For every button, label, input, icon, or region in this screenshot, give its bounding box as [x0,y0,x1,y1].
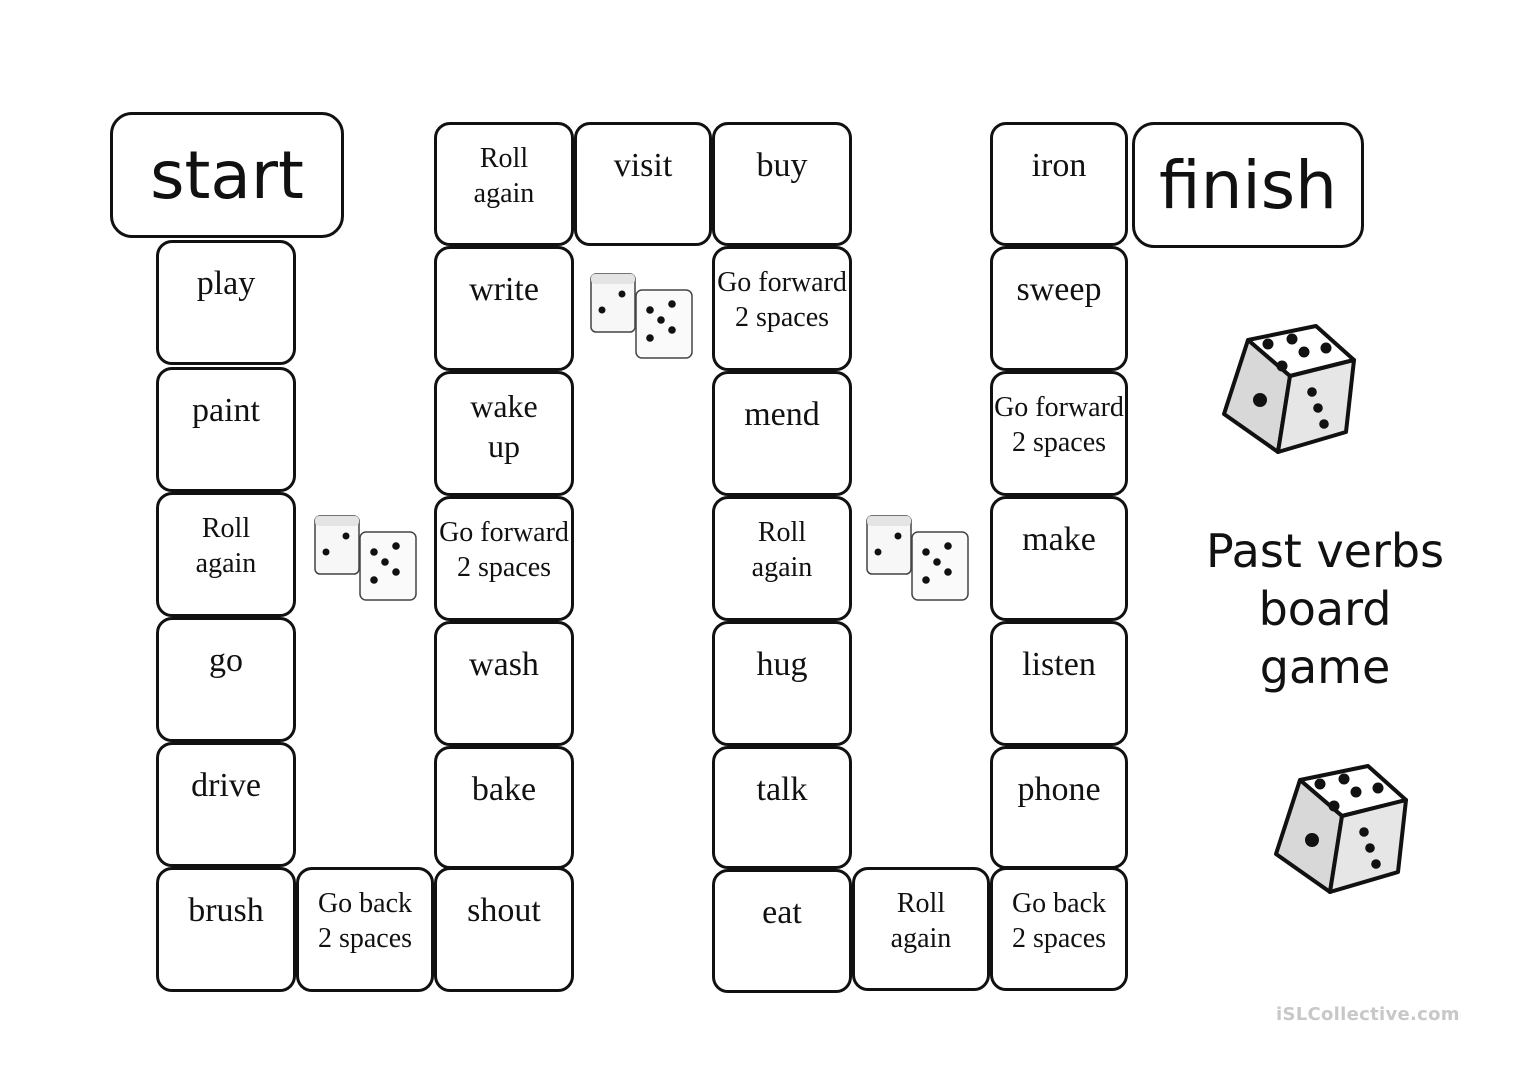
watermark: iSLCollective.com [1276,1004,1460,1025]
board-space-play: play [156,240,296,365]
die-icon [1218,322,1360,458]
board-space-talk: talk [712,746,852,869]
finish-space: finish [1132,122,1364,248]
board-space-go-back: Go back 2 spaces [296,867,434,992]
die-icon [1270,762,1412,898]
dice-pair-icon [588,268,698,364]
board-space-write: write [434,246,574,371]
board-space-drive: drive [156,742,296,867]
game-title: Past verbs board game [1205,524,1445,694]
board-space-shout: shout [434,867,574,992]
dice-pair-icon [312,510,422,606]
board-space-mend: mend [712,371,852,496]
board-space-go: go [156,617,296,742]
board-space-brush: brush [156,867,296,992]
start-space: start [110,112,344,238]
board-space-go-forward: Go forward 2 spaces [712,246,852,371]
board-space-wake-up: wake up [434,371,574,496]
board-space-visit: visit [574,122,712,246]
board-space-eat: eat [712,869,852,993]
board-space-bake: bake [434,746,574,869]
board-space-roll-again: Roll again [156,492,296,617]
board-space-iron: iron [990,122,1128,246]
board-space-make: make [990,496,1128,621]
board-space-go-forward: Go forward 2 spaces [434,496,574,621]
board-space-listen: listen [990,621,1128,746]
board-space-go-forward: Go forward 2 spaces [990,371,1128,496]
board-space-wash: wash [434,621,574,746]
board-space-roll-again: Roll again [434,122,574,246]
dice-pair-icon [864,510,974,606]
board-space-roll-again: Roll again [712,496,852,621]
board-space-hug: hug [712,621,852,746]
board-space-paint: paint [156,367,296,492]
board-space-go-back: Go back 2 spaces [990,867,1128,991]
board-space-sweep: sweep [990,246,1128,371]
board-space-roll-again: Roll again [852,867,990,991]
board-space-buy: buy [712,122,852,246]
board-space-phone: phone [990,746,1128,869]
